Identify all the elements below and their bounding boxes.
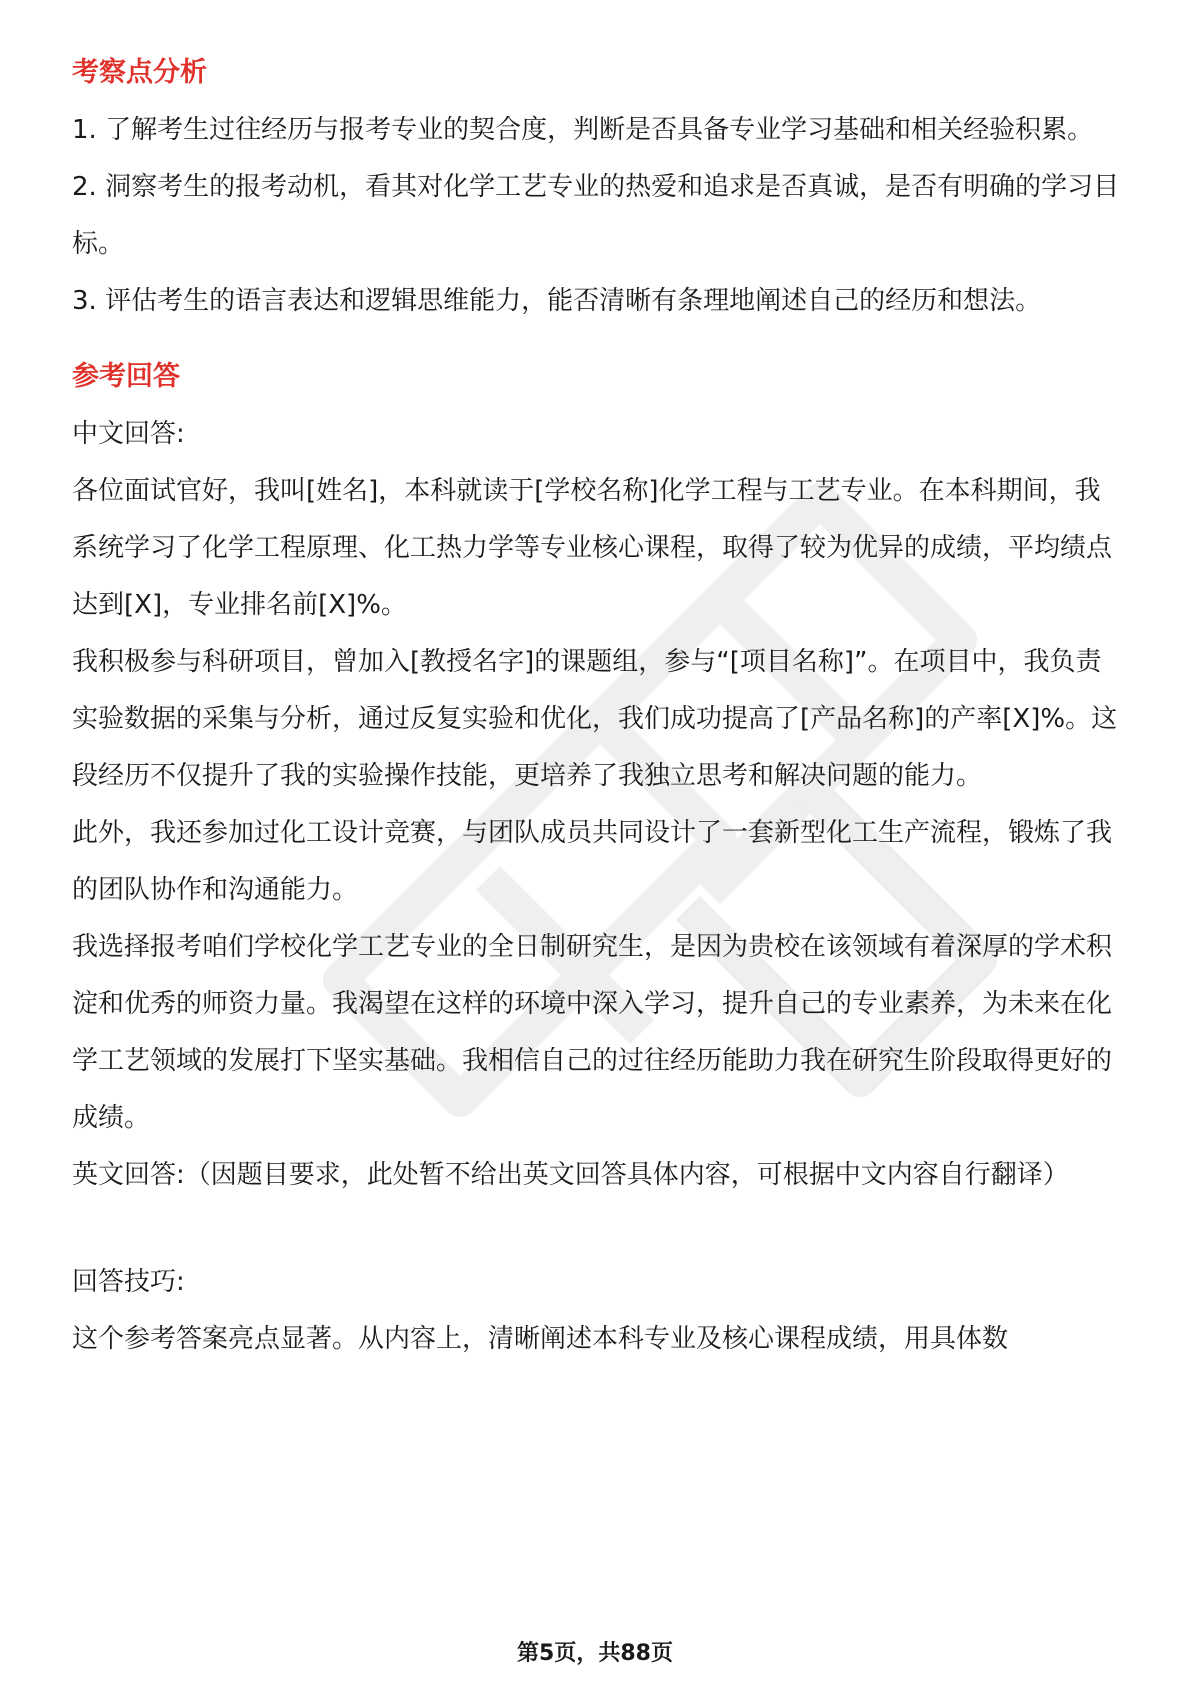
reference-heading: 参考回答 (72, 361, 180, 392)
answer-paragraph-1: 各位面试官好，我叫[姓名]，本科就读于[学校名称]化学工程与工艺专业。在本科期间，我系统学习了化学工程原理、化工热力学等专业核心课程，取得了较为优异的成绩，平均绩点达到[X]，专业排名前[X]%。 (72, 476, 1113, 620)
analysis-item-1: 1. 了解考生过往经历与报考专业的契合度，判断是否具备专业学习基础和相关经验积累。 (72, 115, 1094, 145)
tips-label: 回答技巧: (72, 1267, 185, 1297)
page-number: 第5页，共88页 (517, 1641, 673, 1666)
tips-text: 这个参考答案亮点显著。从内容上，清晰阐述本科专业及核心课程成绩，用具体数 (72, 1324, 1009, 1354)
answer-paragraph-3: 此外，我还参加过化工设计竞赛，与团队成员共同设计了一套新型化工生产流程，锻炼了我的团队协作和沟通能力。 (72, 818, 1113, 905)
chinese-answer-label: 中文回答: (72, 419, 185, 449)
analysis-heading: 考察点分析 (72, 57, 207, 88)
answer-paragraph-4: 我选择报考咱们学校化学工艺专业的全日制研究生，是因为贵校在该领域有着深厚的学术积淀和优秀的师资力量。我渴望在这样的环境中深入学习，提升自己的专业素养，为未来在化学工艺领域的发展打下坚实基础。我相信自己的过往经历能助力我在研究生阶段取得更好的成绩。 (72, 932, 1113, 1133)
analysis-item-3: 3. 评估考生的语言表达和逻辑思维能力，能否清晰有条理地阐述自己的经历和想法。 (72, 286, 1042, 316)
answer-paragraph-2: 我积极参与科研项目，曾加入[教授名字]的课题组，参与“[项目名称]”。在项目中，我负责实验数据的采集与分析，通过反复实验和优化，我们成功提高了[产品名称]的产率[X]%。这段经历不仅提升了我的实验操作技能，更培养了我独立思考和解决问题的能力。 (72, 647, 1118, 791)
analysis-item-2: 2. 洞察考生的报考动机，看其对化学工艺专业的热爱和追求是否真诚，是否有明确的学习目标。 (72, 172, 1120, 259)
english-answer-label: 英文回答:（因题目要求，此处暂不给出英文回答具体内容，可根据中文内容自行翻译） (72, 1160, 1069, 1190)
